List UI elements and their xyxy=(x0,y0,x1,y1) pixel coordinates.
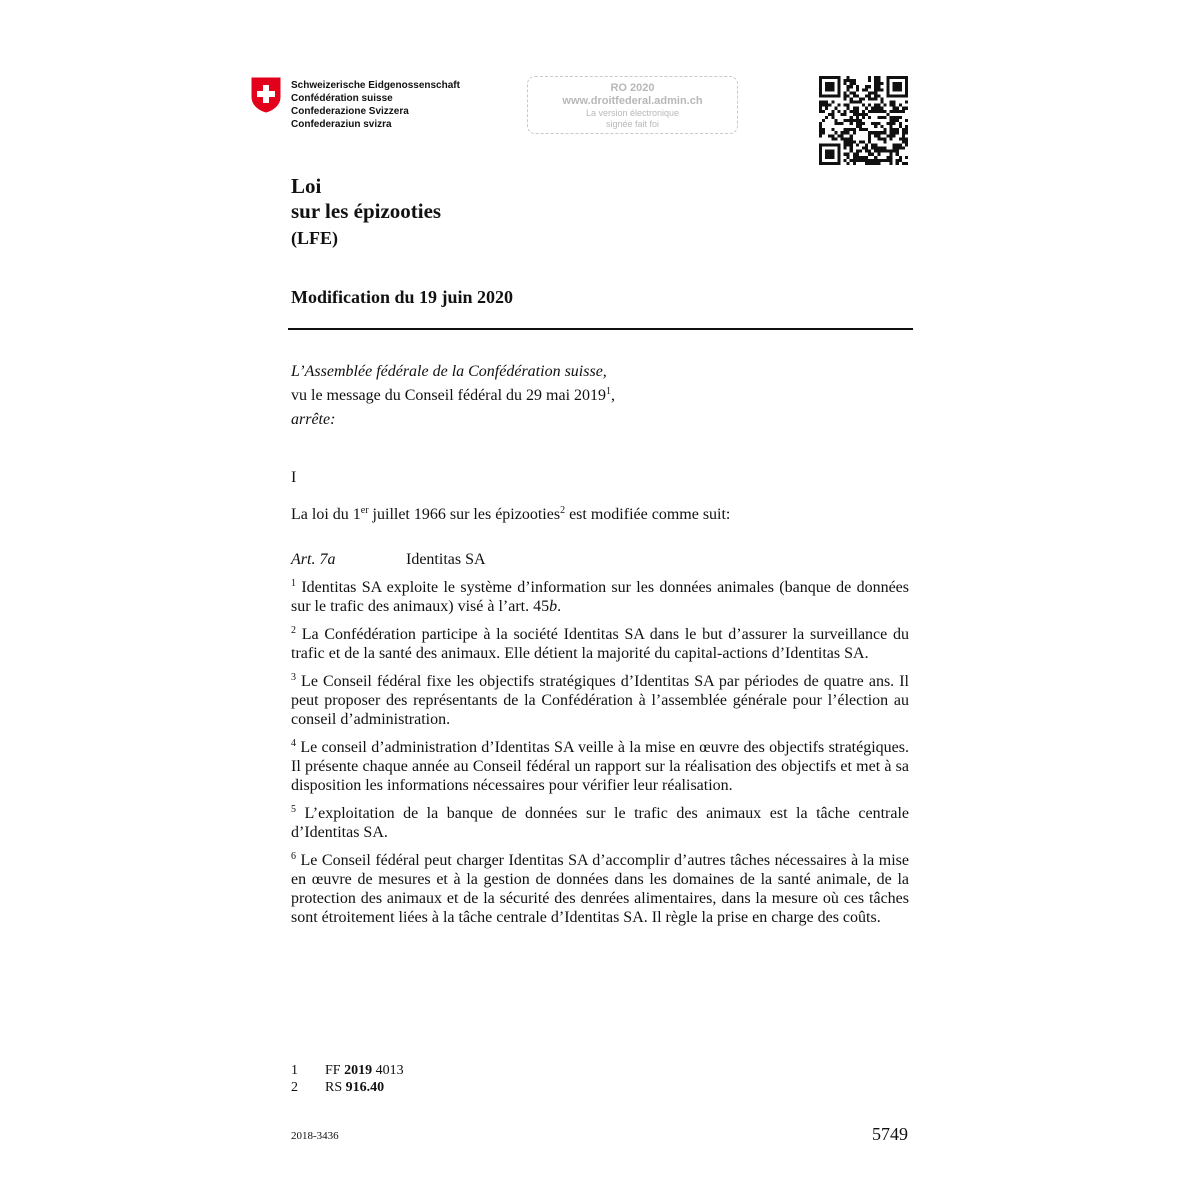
section-number: I xyxy=(291,469,297,486)
intro-ordinal: er xyxy=(360,505,369,516)
intro-before: La loi du 1 xyxy=(291,506,361,523)
document-id: 2018-3436 xyxy=(291,1130,339,1142)
paragraph-text: Identitas SA exploite le système d’information sur les données animales (banque de données sur le trafic des animaux) visé à l’art. 45 xyxy=(291,579,909,615)
stamp-note-line2: signée fait foi xyxy=(605,119,660,129)
footnote-1 xyxy=(291,1063,404,1079)
article-paragraph-1 xyxy=(291,578,909,616)
preamble-message-text: vu le message du Conseil fédéral du 29 mai 2019 xyxy=(291,387,607,404)
paragraph-number: 5 xyxy=(291,804,296,815)
paragraph-number: 4 xyxy=(291,738,296,749)
preamble-message-end: , xyxy=(611,387,616,404)
article-paragraph-2 xyxy=(291,625,909,663)
modification-date: Modification du 19 juin 2020 xyxy=(291,287,514,307)
paragraph-text: La Confédération participe à la société Identitas SA dans le but d’assurer la surveillance du trafic et de la santé des animaux. Elle détient la majorité du capital-actions d’Identitas SA. xyxy=(291,626,909,662)
preamble-assembly: L’Assemblée fédérale de la Confédération suisse, xyxy=(291,363,607,380)
paragraph-text: Le Conseil fédéral fixe les objectifs stratégiques d’Identitas SA par périodes de quatre ans. Il peut proposer des représentants de la Confédération à l’assemblée générale pour l’élection au conseil d’administration. xyxy=(291,673,909,728)
footnote-ref-2[interactable]: 2 xyxy=(560,505,566,516)
paragraph-number: 1 xyxy=(291,578,296,589)
stamp-url: www.droitfederal.admin.ch xyxy=(562,95,703,107)
title-divider xyxy=(288,328,913,330)
paragraph-number: 3 xyxy=(291,672,296,683)
confederation-names xyxy=(291,79,460,131)
preamble xyxy=(291,360,909,432)
footnote-prefix: RS xyxy=(325,1080,346,1095)
footnote-prefix: FF xyxy=(325,1063,345,1078)
intro-middle: juillet 1966 sur les épizooties xyxy=(368,506,561,523)
preamble-decree: arrête: xyxy=(291,411,336,428)
preamble-message xyxy=(291,384,909,408)
footnote-2 xyxy=(291,1080,384,1096)
official-publication-stamp xyxy=(527,76,738,134)
page-number: 5749 xyxy=(872,1124,908,1144)
footnote-ref-1[interactable]: 1 xyxy=(606,386,612,397)
footnote-number: 1 xyxy=(291,1063,298,1078)
paragraph-text: Le Conseil fédéral peut charger Identitas SA d’accomplir d’autres tâches nécessaires à la mise en œuvre de mesures et à la gestion de données dans les domaines de la santé animale, de la protection des animaux et de la sécurité des denrées alimentaires, dans la mesure où ces tâches sont étroitement liées à la tâche centrale d’Identitas SA. Il règle la prise en charge des coûts. xyxy=(291,852,909,926)
amendment-intro xyxy=(291,505,909,524)
swiss-cross-icon xyxy=(250,77,282,113)
paragraph-text: Le conseil d’administration d’Identitas SA veille à la mise en œuvre des objectifs stratégiques. Il présente chaque année au Conseil fédéral un rapport sur la réalisation des objectifs et met à sa disposition les informations nécessaires pour vérifier leur réalisation. xyxy=(291,739,909,794)
footnote-number: 2 xyxy=(291,1080,298,1095)
article-paragraphs xyxy=(291,578,909,936)
confederation-name-rm: Confederaziun svizra xyxy=(291,119,392,130)
article-title: Identitas SA xyxy=(406,551,486,568)
paragraph-text-end: . xyxy=(557,598,562,615)
footnote-suffix: 4013 xyxy=(372,1063,404,1078)
paragraph-number: 2 xyxy=(291,625,296,636)
footnote-bold: 2019 xyxy=(344,1063,373,1078)
act-title xyxy=(291,174,441,251)
article-number: Art. 7a xyxy=(291,551,336,568)
confederation-name-de: Schweizerische Eidgenossenschaft xyxy=(291,80,460,91)
title-line-1: Loi xyxy=(291,174,322,198)
paragraph-text-italic: b xyxy=(549,598,558,615)
qr-code-icon xyxy=(819,76,908,165)
confederation-name-it: Confederazione Svizzera xyxy=(291,106,409,117)
article-paragraph-3 xyxy=(291,672,909,729)
confederation-name-fr: Confédération suisse xyxy=(291,93,393,104)
article-paragraph-6 xyxy=(291,851,909,927)
title-line-2: sur les épizooties xyxy=(291,199,442,223)
article-heading xyxy=(291,551,486,569)
paragraph-number: 6 xyxy=(291,851,296,862)
title-abbreviation: (LFE) xyxy=(291,228,338,248)
stamp-note-line1: La version électronique xyxy=(585,108,680,118)
intro-after: est modifiée comme suit: xyxy=(565,506,731,523)
article-paragraph-5 xyxy=(291,804,909,842)
paragraph-text: L’exploitation de la banque de données sur le trafic des animaux est la tâche centrale d’Identitas SA. xyxy=(291,805,909,841)
stamp-collection: RO 2020 xyxy=(610,82,655,94)
footnote-bold: 916.40 xyxy=(345,1080,385,1095)
article-paragraph-4 xyxy=(291,738,909,795)
